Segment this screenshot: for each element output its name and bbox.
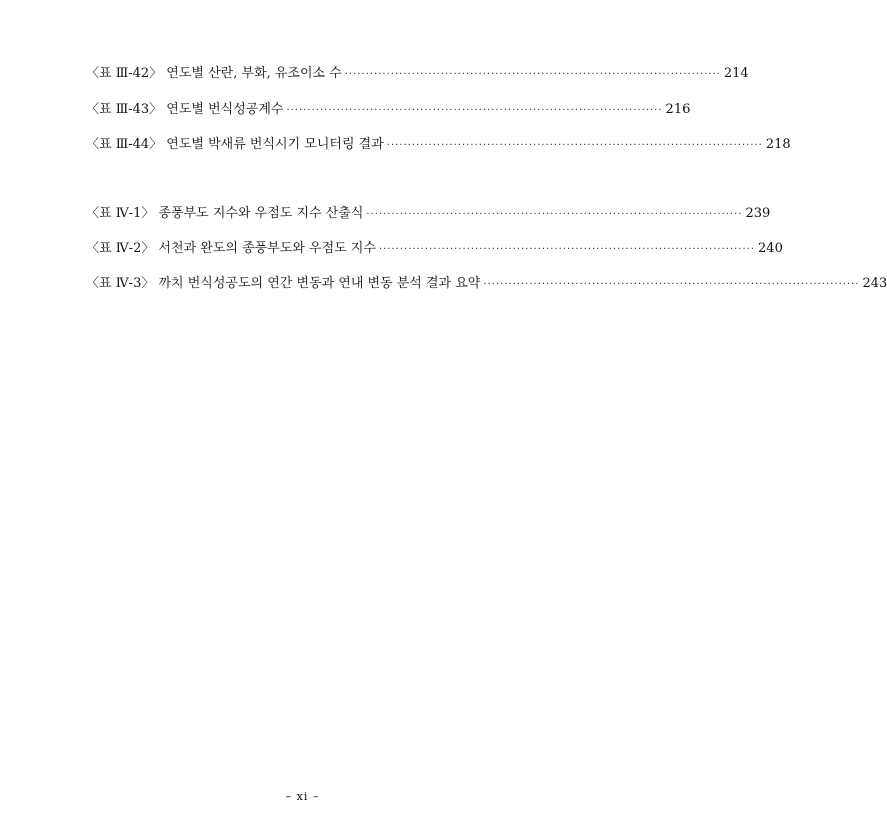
toc-entry-page: 218 [765, 137, 791, 152]
leader-dots: ·························································································· [483, 279, 860, 290]
leader-dots: ·························································································· [378, 244, 756, 255]
leader-dots: ·························································································· [344, 69, 721, 80]
toc-entry[interactable] [86, 276, 887, 293]
toc-entry[interactable] [86, 102, 691, 119]
toc-entry-title: 〈표 Ⅲ-43〉 연도별 번식성공계수 [86, 102, 284, 117]
toc-entry[interactable] [86, 241, 783, 258]
toc-entry[interactable] [86, 137, 791, 154]
leader-dots: ·························································································· [366, 209, 743, 220]
toc-entry[interactable] [86, 66, 749, 83]
leader-dots: ·························································································· [286, 105, 663, 116]
leader-dots: ·························································································· [386, 140, 763, 151]
toc-entry-page: 243 [862, 276, 887, 291]
toc-entry[interactable] [86, 206, 771, 223]
toc-entry-title: 〈표 Ⅳ-3〉 까치 번식성공도의 연간 변동과 연내 변동 분석 결과 요약 [86, 276, 481, 291]
toc-entry-title: 〈표 Ⅲ-44〉 연도별 박새류 번식시기 모니터링 결과 [86, 137, 384, 152]
toc-entry-page: 216 [665, 102, 691, 117]
page-number: – xi – [285, 790, 320, 803]
toc-entry-page: 240 [758, 241, 783, 256]
toc-entry-title: 〈표 Ⅳ-2〉 서천과 완도의 종풍부도와 우점도 지수 [86, 241, 376, 256]
toc-entry-title: 〈표 Ⅲ-42〉 연도별 산란, 부화, 유조이소 수 [86, 66, 342, 81]
toc-entry-title: 〈표 Ⅳ-1〉 종풍부도 지수와 우점도 지수 산출식 [86, 206, 364, 221]
toc-entry-page: 239 [745, 206, 771, 221]
toc-entry-page: 214 [723, 66, 749, 81]
